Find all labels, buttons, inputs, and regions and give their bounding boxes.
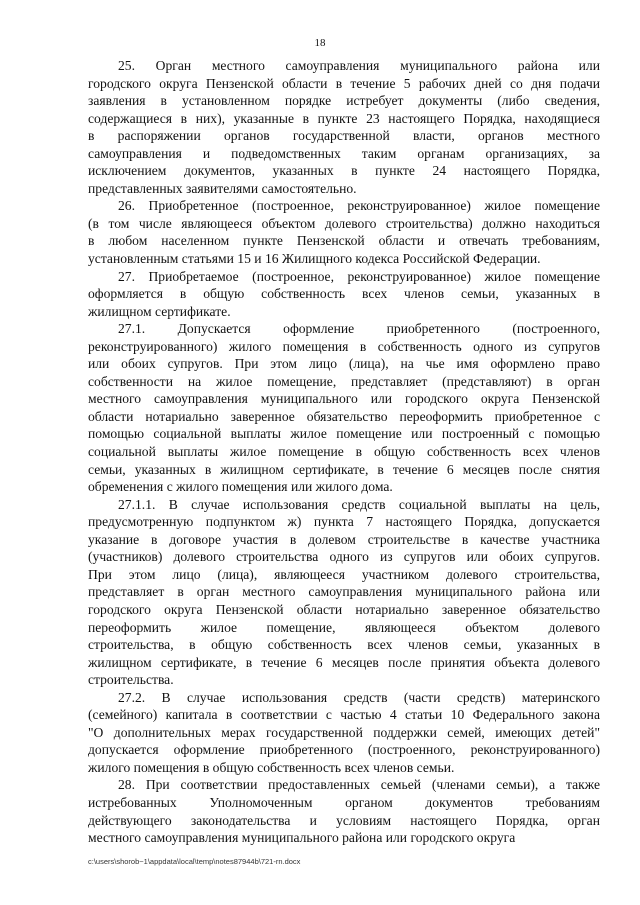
text-line: оформляется в общую собственность всех членов семьи, указанных в: [88, 286, 600, 302]
text-line: строительства.: [88, 672, 174, 688]
text-line: в распоряжении органов государственной власти, органов местного: [88, 128, 600, 144]
paragraph-p27: [88, 268, 600, 321]
text-line: 27.1. Допускается оформление приобретенного (построенного,: [118, 321, 600, 337]
text-line: представленных заявителями самостоятельно.: [88, 180, 357, 196]
text-line: городского округа Пензенской области в течение 5 рабочих дней со дня подачи: [88, 75, 600, 91]
text-line: действующего законодательства и условиям настоящего Порядка, орган: [88, 812, 600, 828]
text-line: строительства, в общую собственность всех членов семьи, указанных в: [88, 637, 600, 653]
text-line: истребованных Уполномоченным органом документов требованиям: [88, 794, 600, 810]
text-line: предусмотренную подпунктом ж) пункта 7 настоящего Порядка, допускается: [88, 514, 600, 530]
text-line: представляет в орган местного самоуправления муниципального района или: [88, 584, 600, 600]
paragraph-p27-1-1: [88, 496, 600, 689]
text-line: жилищном сертификате, в течение 6 месяцев после принятия объекта долевого: [88, 654, 600, 670]
text-line: (участников) долевого строительства одного из супругов или обоих супругов.: [88, 549, 600, 565]
text-line: или обоих супругов. При этом лицо (лица), на чье имя оформлено право: [88, 356, 600, 372]
text-line: местного самоуправления муниципального или городского округа Пензенской: [88, 391, 600, 407]
text-line: 27. Приобретаемое (построенное, реконструированное) жилое помещение: [118, 268, 600, 284]
text-line: переоформить жилое помещение, являющееся объектом долевого: [88, 619, 600, 635]
text-line: заявления в установленном порядке истребует документы (либо сведения,: [88, 93, 600, 109]
paragraph-p27-1: [88, 320, 600, 495]
text-line: установленным статьями 15 и 16 Жилищного кодекса Российской Федерации.: [88, 251, 541, 267]
paragraph-p28: [88, 776, 600, 846]
text-line: семьи, указанных в жилищном сертификате, в течение 6 месяцев после снятия: [88, 461, 600, 477]
text-line: указание в договоре участия в долевом строительстве в качестве участника: [88, 531, 600, 547]
text-line: собственности на жилое помещение, представляет (представляют) в орган: [88, 373, 600, 389]
footer-file-path: c:\users\shorob~1\appdata\local\temp\notes87944b\721-rn.docx: [88, 857, 301, 866]
document-body: [88, 57, 600, 847]
paragraph-p27-2: [88, 689, 600, 777]
page-number: 18: [314, 37, 326, 49]
text-line: помощью социальной выплаты жилое помещение или построенный с помощью: [88, 426, 600, 442]
paragraph-p25: [88, 57, 600, 197]
text-line: области нотариально заверенное обязательство переоформить приобретенное с: [88, 408, 600, 424]
text-line: 27.2. В случае использования средств (части средств) материнского: [118, 689, 600, 705]
text-line: содержащиеся в них), указанные в пункте 23 настоящего Порядка, находящиеся: [88, 110, 600, 126]
text-line: 26. Приобретенное (построенное, реконструированное) жилое помещение: [118, 198, 600, 214]
paragraph-p26: [88, 197, 600, 267]
text-line: 27.1.1. В случае использования средств социальной выплаты на цель,: [118, 496, 600, 512]
text-line: 28. При соответствии предоставленных семьей (членами семьи), а также: [118, 777, 600, 793]
text-line: городского округа Пензенской области нотариально заверенное обязательство: [88, 601, 600, 617]
text-line: (семейного) капитала в соответствии с частью 4 статьи 10 Федерального закона: [88, 707, 600, 723]
text-line: "О дополнительных мерах государственной поддержки семей, имеющих детей": [88, 724, 600, 740]
text-line: При этом лицо (лица), являющееся участником долевого строительства,: [88, 566, 600, 582]
text-line: (в том числе являющееся объектом долевого строительства) должно находиться: [88, 215, 600, 231]
text-line: социальной выплаты жилое помещение в общую собственность всех членов: [88, 444, 600, 460]
text-line: жилищном сертификате.: [88, 303, 231, 319]
text-line: исключением документов, указанных в пункте 24 настоящего Порядка,: [88, 163, 600, 179]
text-line: обременения с жилого помещения или жилого дома.: [88, 479, 393, 495]
text-line: жилого помещения в общую собственность всех членов семьи.: [88, 759, 455, 775]
text-line: местного самоуправления муниципального района или городского округа: [88, 830, 516, 846]
text-line: самоуправления и подведомственных таким органам организациях, за: [88, 145, 600, 161]
text-line: допускается оформление приобретенного (построенного, реконструированного): [88, 742, 600, 758]
text-line: 25. Орган местного самоуправления муниципального района или: [118, 58, 600, 73]
text-line: реконструированного) жилого помещения в собственность одного из супругов: [88, 338, 600, 354]
text-line: в любом населенном пункте Пензенской области и отвечать требованиям,: [88, 233, 600, 249]
